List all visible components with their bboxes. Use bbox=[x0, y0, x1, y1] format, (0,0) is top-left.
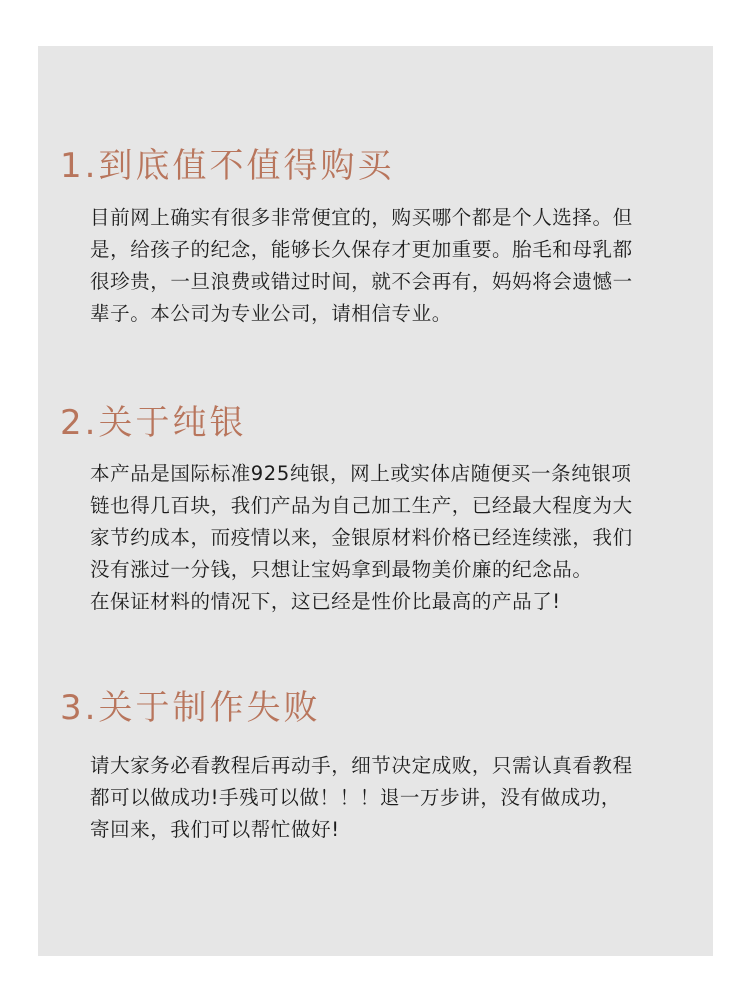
section-body bbox=[90, 750, 700, 846]
body-line: 没有涨过一分钱，只想让宝妈拿到最物美价廉的纪念品。 bbox=[90, 558, 593, 581]
body-line: 都可以做成功!手残可以做！！！退一万步讲，没有做成功， bbox=[90, 786, 622, 809]
section-body bbox=[90, 458, 700, 618]
section-heading: 2.关于纯银 bbox=[60, 403, 247, 443]
body-line: 目前网上确实有很多非常便宜的，购买哪个都是个人选择。但 bbox=[90, 206, 633, 229]
body-line: 很珍贵，一旦浪费或错过时间，就不会再有，妈妈将会遗憾一 bbox=[90, 270, 633, 293]
body-line: 本产品是国际标准925纯银，网上或实体店随便买一条纯银项 bbox=[90, 462, 632, 485]
body-line: 辈子。本公司为专业公司，请相信专业。 bbox=[90, 302, 452, 325]
body-line: 请大家务必看教程后再动手，细节决定成败，只需认真看教程 bbox=[90, 754, 633, 777]
body-line: 寄回来，我们可以帮忙做好! bbox=[90, 818, 340, 841]
section-heading: 1.到底值不值得购买 bbox=[60, 146, 395, 186]
section-heading: 3.关于制作失败 bbox=[60, 688, 321, 728]
section-body bbox=[90, 202, 700, 330]
body-line: 是，给孩子的纪念，能够长久保存才更加重要。胎毛和母乳都 bbox=[90, 238, 633, 261]
body-line: 在保证材料的情况下，这已经是性价比最高的产品了! bbox=[90, 590, 561, 613]
body-line: 家节约成本，而疫情以来，金银原材料价格已经连续涨，我们 bbox=[90, 526, 633, 549]
content-panel bbox=[38, 46, 713, 956]
body-line: 链也得几百块，我们产品为自己加工生产，已经最大程度为大 bbox=[90, 494, 633, 517]
